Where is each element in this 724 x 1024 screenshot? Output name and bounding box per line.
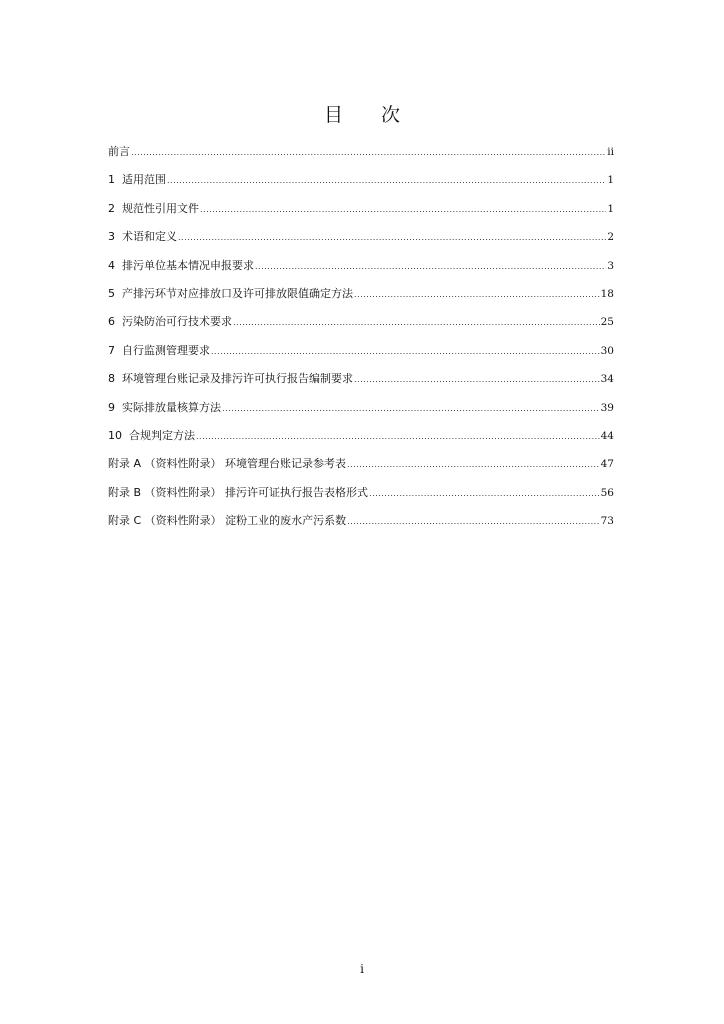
toc-entry-5[interactable] xyxy=(108,287,614,315)
toc-title: 目 次 xyxy=(323,104,417,126)
toc-entry-6[interactable] xyxy=(108,315,614,343)
toc-leader-dots xyxy=(178,231,606,245)
toc-entry-8[interactable] xyxy=(108,372,614,400)
toc-leader-dots xyxy=(347,458,600,472)
toc-entry-7[interactable] xyxy=(108,344,614,372)
toc-entry-page: 2 xyxy=(607,231,614,244)
toc-entry-page: 56 xyxy=(600,486,614,499)
page-number: i xyxy=(360,962,364,976)
toc-entry-page: 18 xyxy=(600,287,614,300)
toc-entry-label: 4 排污单位基本情况申报要求 xyxy=(108,258,254,272)
toc-entry-page: 25 xyxy=(600,316,614,329)
toc-entry-page: 3 xyxy=(607,259,614,272)
toc-entry-1[interactable] xyxy=(108,173,614,201)
toc-entry-label: 10 合规判定方法 xyxy=(108,428,195,442)
toc-entry-appendix-a[interactable] xyxy=(108,457,614,485)
toc-entry-2[interactable] xyxy=(108,202,614,230)
toc-entry-10[interactable] xyxy=(108,429,614,457)
toc-entry-page: 34 xyxy=(600,373,614,386)
toc-leader-dots xyxy=(354,373,600,387)
toc-leader-dots xyxy=(347,515,599,529)
toc-leader-dots xyxy=(233,316,600,330)
toc-entry-4[interactable] xyxy=(108,259,614,287)
toc-leader-dots xyxy=(211,345,600,359)
toc-entry-appendix-c[interactable] xyxy=(108,514,614,542)
toc-entry-label: 3 术语和定义 xyxy=(108,230,177,244)
toc-leader-dots xyxy=(354,288,600,302)
toc-leader-dots xyxy=(222,402,600,416)
toc-leader-dots xyxy=(369,487,600,501)
toc-entry-page: 73 xyxy=(600,515,614,528)
toc-entry-label: 2 规范性引用文件 xyxy=(108,201,199,215)
toc-entry-label: 附录 A （资料性附录） 环境管理台账记录参考表 xyxy=(108,457,347,471)
toc-entry-appendix-b[interactable] xyxy=(108,486,614,514)
toc-entry-page: 1 xyxy=(607,202,614,215)
toc-entry-9[interactable] xyxy=(108,401,614,429)
table-of-contents xyxy=(108,145,614,542)
toc-entry-page: 1 xyxy=(607,174,614,187)
toc-leader-dots xyxy=(196,430,600,444)
toc-leader-dots xyxy=(167,174,606,188)
toc-entry-label: 前言 xyxy=(108,145,130,158)
toc-entry-label: 7 自行监测管理要求 xyxy=(108,343,210,357)
toc-entry-label: 8 环境管理台账记录及排污许可执行报告编制要求 xyxy=(108,372,353,386)
toc-leader-dots xyxy=(200,203,606,217)
toc-entry-label: 6 污染防治可行技术要求 xyxy=(108,315,232,329)
toc-entry-page: 30 xyxy=(600,344,614,357)
toc-entry-preface[interactable] xyxy=(108,145,614,173)
toc-entry-page: 47 xyxy=(600,458,614,471)
toc-entry-label: 1 适用范围 xyxy=(108,173,166,187)
toc-entry-page: 39 xyxy=(600,401,614,414)
toc-entry-label: 附录 B （资料性附录） 排污许可证执行报告表格形式 xyxy=(108,485,369,499)
toc-leader-dots xyxy=(255,260,606,274)
toc-entry-3[interactable] xyxy=(108,230,614,258)
toc-entry-page: 44 xyxy=(600,429,614,442)
toc-entry-label: 9 实际排放量核算方法 xyxy=(108,400,221,414)
toc-entry-page: ii xyxy=(607,146,614,158)
toc-leader-dots xyxy=(131,146,606,160)
toc-entry-label: 附录 C （资料性附录） 淀粉工业的废水产污系数 xyxy=(108,514,347,528)
toc-entry-label: 5 产排污环节对应排放口及许可排放限值确定方法 xyxy=(108,286,353,300)
